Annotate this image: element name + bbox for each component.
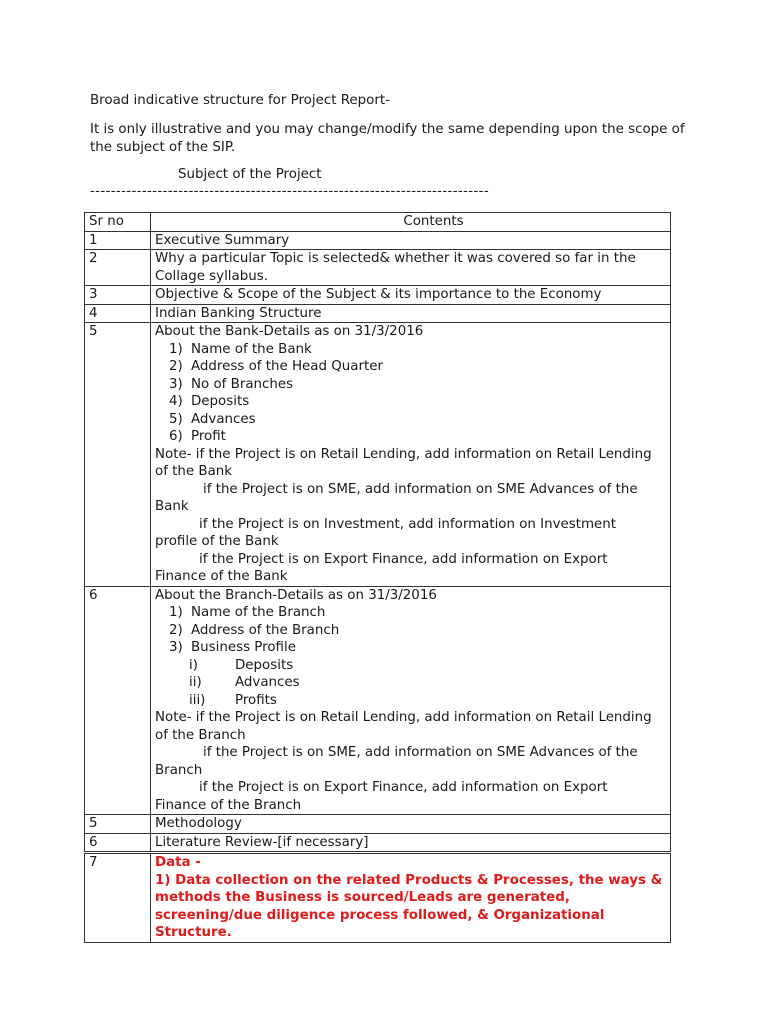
row-content xyxy=(151,853,671,943)
list-item: 5) Advances xyxy=(169,411,256,427)
row-content: Methodology xyxy=(151,815,671,834)
row-sr: 4 xyxy=(85,304,151,323)
table-row xyxy=(85,250,671,286)
table-header-row xyxy=(85,213,671,232)
table-row xyxy=(85,815,671,834)
row-content: Literature Review-[if necessary] xyxy=(151,833,671,853)
branch-details-list xyxy=(155,604,666,657)
note-investment-cont: profile of the Bank xyxy=(155,534,279,549)
row-content: Objective & Scope of the Subject & its importance to the Economy xyxy=(151,286,671,305)
note-retail-lending: Note- if the Project is on Retail Lending, add information on Retail Lending of the Branch xyxy=(155,710,652,743)
table-row xyxy=(85,833,671,853)
note-export: if the Project is on Export Finance, add information on Export xyxy=(199,551,608,567)
data-collection-text: 1) Data collection on the related Products & Processes, the ways & methods the Business is sourced/Leads are generated, screening/due diligence process followed, & Organizational Structure. xyxy=(155,872,663,940)
list-item: 4) Deposits xyxy=(169,394,250,409)
row-sr: 6 xyxy=(85,586,151,815)
document-title: Broad indicative structure for Project Report- xyxy=(90,93,390,108)
intro-paragraph: It is only illustrative and you may change/modify the same depending upon the scope of the subject of the SIP. xyxy=(90,122,685,155)
row-sr: 6 xyxy=(85,833,151,853)
row-sr: 5 xyxy=(85,323,151,587)
subject-heading: Subject of the Project xyxy=(178,167,322,182)
note-investment: if the Project is on Investment, add information on Investment xyxy=(199,516,617,532)
row-sr: 5 xyxy=(85,815,151,834)
list-item: 3) No of Branches xyxy=(169,376,294,392)
note-sme: if the Project is on SME, add information on SME Advances of the xyxy=(203,745,638,760)
row-sr: 1 xyxy=(85,231,151,250)
row-content xyxy=(151,323,671,587)
row-sr: 2 xyxy=(85,250,151,286)
list-item: 3) Business Profile xyxy=(169,640,296,655)
header-sr-no: Sr no xyxy=(85,213,151,232)
note-export-cont: Finance of the Bank xyxy=(155,569,288,584)
header-contents: Contents xyxy=(151,213,671,232)
contents-table xyxy=(84,212,671,943)
table-row xyxy=(85,853,671,943)
note-sme: if the Project is on SME, add information on SME Advances of the xyxy=(203,481,638,497)
dashed-rule: ----------------------------------------------------------------------------- xyxy=(90,184,490,199)
row-content xyxy=(151,586,671,815)
list-item: 6) Profit xyxy=(169,429,226,444)
business-profile-list xyxy=(155,657,666,710)
list-item: iii) Profits xyxy=(189,692,277,708)
table-row xyxy=(85,304,671,323)
list-item: 1) Name of the Bank xyxy=(169,341,312,357)
note-export: if the Project is on Export Finance, add information on Export xyxy=(199,780,608,795)
row-content: Executive Summary xyxy=(151,231,671,250)
row-sr: 7 xyxy=(85,853,151,943)
table-row xyxy=(85,286,671,305)
table-row xyxy=(85,231,671,250)
note-retail-lending: Note- if the Project is on Retail Lending, add information on Retail Lending of the Bank xyxy=(155,446,652,479)
note-sme-cont: Branch xyxy=(155,762,203,778)
row-sr: 3 xyxy=(85,286,151,305)
data-label: Data - xyxy=(155,855,201,870)
row-content: Why a particular Topic is selected& whether it was covered so far in the Collage syllabus. xyxy=(151,250,671,286)
list-item: 1) Name of the Branch xyxy=(169,605,326,620)
branch-details-heading: About the Branch-Details as on 31/3/2016 xyxy=(155,587,437,603)
note-sme-cont: Bank xyxy=(155,499,189,514)
row-content: Indian Banking Structure xyxy=(151,304,671,323)
table-row xyxy=(85,323,671,587)
list-item: ii) Advances xyxy=(189,675,300,690)
list-item: 2) Address of the Branch xyxy=(169,622,340,638)
note-export-cont: Finance of the Branch xyxy=(155,797,302,813)
table-row xyxy=(85,586,671,815)
bank-details-heading: About the Bank-Details as on 31/3/2016 xyxy=(155,324,424,339)
list-item: i) Deposits xyxy=(189,657,294,673)
list-item: 2) Address of the Head Quarter xyxy=(169,359,383,374)
bank-details-list xyxy=(155,341,666,446)
